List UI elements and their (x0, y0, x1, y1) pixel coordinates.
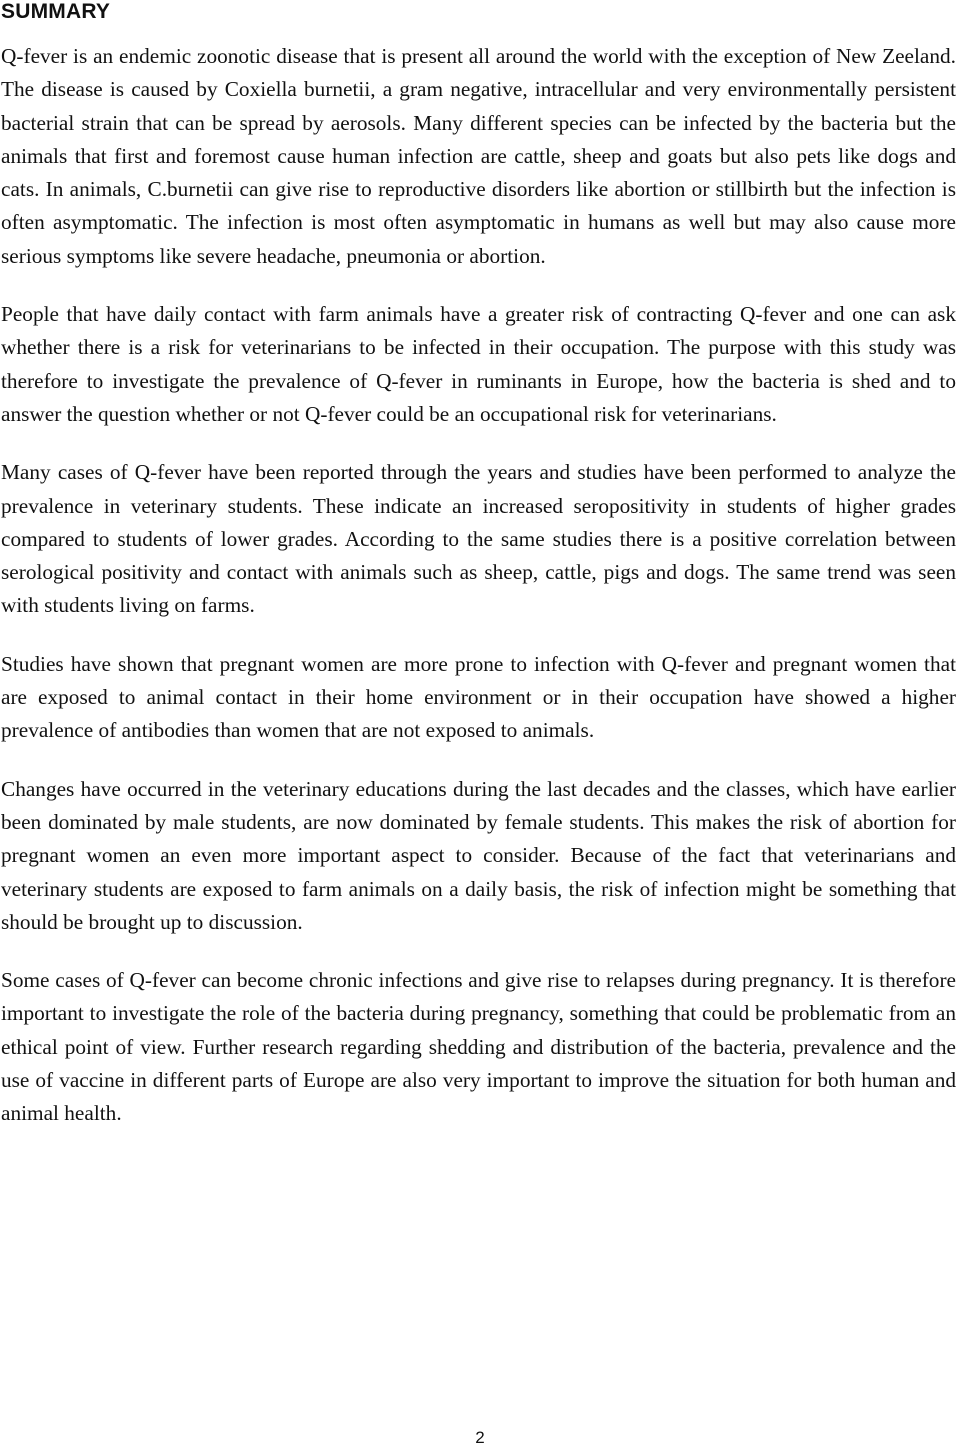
paragraph-occupational-risk: People that have daily contact with farm animals have a greater risk of contracting Q-fever and one can ask whether there is a risk for veterinarians to be infected in their occupation. The purpose with this study was therefore to investigate the prevalence of Q-fever in ruminants in Europe, how the bacteria is shed and to answer the question whether or not Q-fever could be an occupational risk for veterinarians. (1, 302, 956, 426)
section-heading: SUMMARY (1, 0, 111, 23)
paragraph-intro: Q-fever is an endemic zoonotic disease that is present all around the world with the exception of New Zeeland. The disease is caused by Coxiella burnetii, a gram negative, intracellular and very environmentally persistent bacterial strain that can be spread by aerosols. Many different species can be infected by the bacteria but the animals that first and foremost cause human infection are cattle, sheep and goats but also pets like dogs and cats. In animals, C.burnetii can give rise to reproductive disorders like abortion or stillbirth but the infection is often asymptomatic. The infection is most often asymptomatic in humans as well but may also cause more serious symptoms like severe headache, pneumonia or abortion. (1, 44, 956, 268)
paragraph-chronic-infections: Some cases of Q-fever can become chronic infections and give rise to relapses during pregnancy. It is therefore important to investigate the role of the bacteria during pregnancy, something that could be problematic from an ethical point of view. Further research regarding shedding and distribution of the bacteria, prevalence and the use of vaccine in different parts of Europe are also very important to improve the situation for both human and animal health. (1, 968, 956, 1126)
paragraph-student-studies: Many cases of Q-fever have been reported through the years and studies have been performed to analyze the prevalence in veterinary students. These indicate an increased seropositivity in students of higher grades compared to students of lower grades. According to the same studies there is a positive correlation between serological positivity and contact with animals such as sheep, cattle, pigs and dogs. The same trend was seen with students living on farms. (1, 460, 956, 618)
paragraph-pregnant-women: Studies have shown that pregnant women are more prone to infection with Q-fever and pregnant women that are exposed to animal contact in their home environment or in their occupation have showed a higher prevalence of antibodies than women that are not exposed to animals. (1, 651, 956, 743)
summary-body (1, 40, 956, 1131)
page-number: 2 (475, 1428, 485, 1447)
paragraph-education-changes: Changes have occurred in the veterinary educations during the last decades and the classes, which have earlier been dominated by male students, are now dominated by female students. This makes the risk of abortion for pregnant women an even more important aspect to consider. Because of the fact that veterinarians and veterinary students are exposed to farm animals on a daily basis, the risk of infection might be something that should be brought up to discussion. (1, 776, 956, 934)
